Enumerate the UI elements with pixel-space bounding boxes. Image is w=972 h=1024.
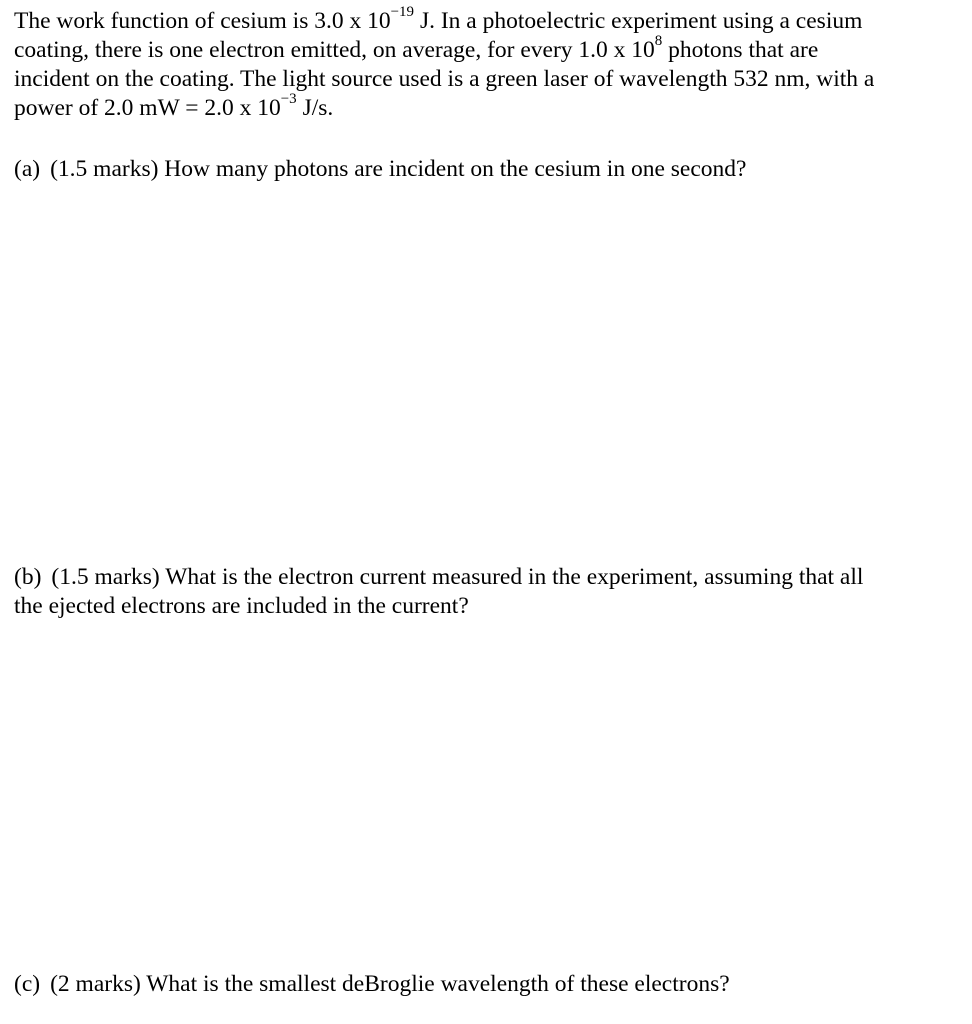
intro-line-4: power of 2.0 mW = 2.0 x $10^{-3}$ J/s.	[14, 91, 334, 121]
question-a-label: (a)	[14, 156, 41, 182]
question-b	[14, 563, 958, 621]
question-b-label: (b)	[14, 564, 42, 590]
intro-line-3: incident on the coating. The light source used is a green laser of wavelength 532 nm, with a	[14, 66, 875, 92]
question-c-label: (c)	[14, 971, 41, 997]
question-c	[14, 970, 958, 999]
intro-line-2: coating, there is one electron emitted, on average, for every 1.0 x $10^8$ photons that are	[14, 33, 819, 63]
problem-statement	[14, 4, 958, 123]
question-a-text: (1.5 marks) How many photons are incident on the cesium in one second?	[50, 156, 747, 182]
exponent-neg19: −19	[390, 4, 415, 21]
intro-line-1: The work function of cesium is 3.0 x $10^{-19}$ J. In a photoelectric experiment using a cesium	[14, 4, 863, 34]
question-c-text: (2 marks) What is the smallest deBroglie wavelength of these electrons?	[50, 971, 730, 997]
exponent-8: 8	[654, 33, 663, 50]
question-a	[14, 155, 958, 184]
question-b-text-line-1: (1.5 marks) What is the electron current measured in the experiment, assuming that all	[51, 564, 864, 590]
question-b-text-line-2: the ejected electrons are included in the current?	[14, 593, 469, 619]
exponent-neg3: −3	[280, 91, 297, 108]
